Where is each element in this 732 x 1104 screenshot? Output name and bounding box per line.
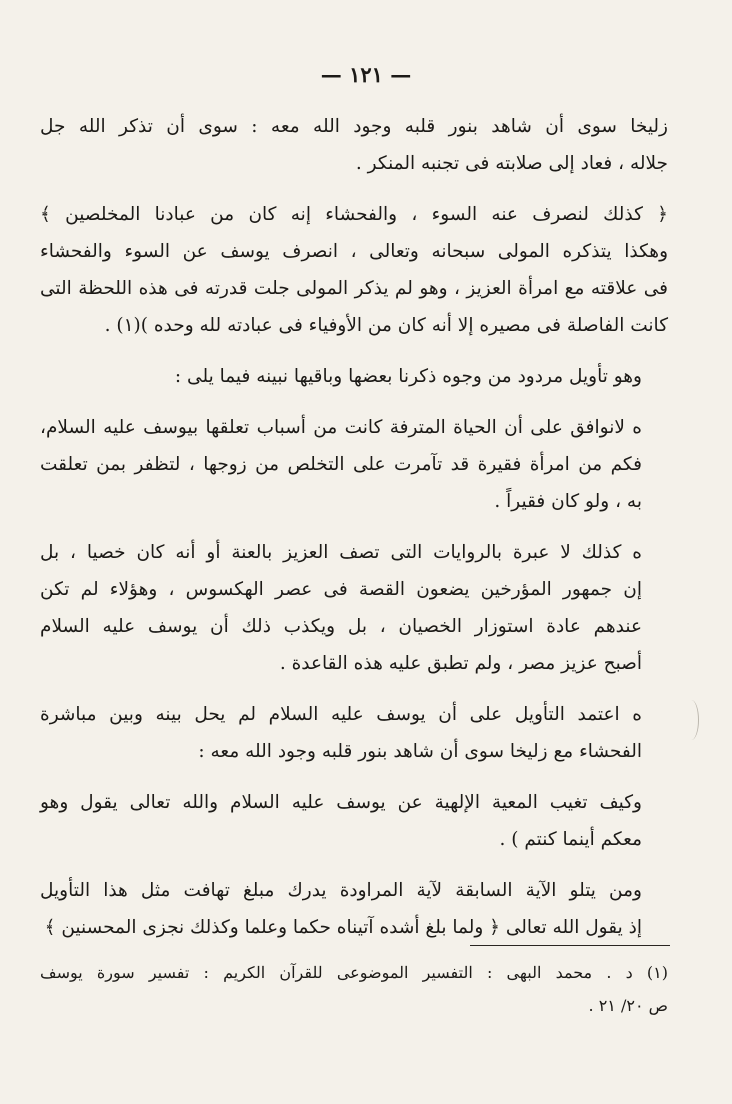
text-line: زليخا سوى أن شاهد بنور قلبه وجود الله معه : سوى أن تذكر الله جل	[40, 116, 668, 137]
text-line: جلاله ، فعاد إلى صلابته فى تجنبه المنكر .	[355, 153, 668, 174]
text-line: وهو تأويل مردود من وجوه ذكرنا بعضها وباقيها نبينه فيما يلى :	[174, 366, 642, 387]
text-line: إن جمهور المؤرخين يضعون القصة فى عصر الهكسوس ، وهؤلاء لم تكن	[40, 579, 642, 600]
paragraph	[40, 872, 668, 946]
text-line: ه كذلك لا عبرة بالروايات التى تصف العزيز بالعنة أو أنه كان خصيا ، بل	[40, 542, 642, 563]
text-line: ه لانوافق على أن الحياة المترفة كانت من أسباب تعلقها بيوسف عليه السلام،	[40, 417, 642, 438]
text-line: عندهم عادة استوزار الخصيان ، بل ويكذب ذلك أن يوسف عليه السلام	[40, 616, 642, 637]
paragraph	[40, 358, 668, 395]
body-text	[40, 108, 668, 960]
margin-pencil-mark	[684, 700, 699, 740]
quran-verse-line: ﴿ كذلك لنصرف عنه السوء ، والفحشاء إنه كان من عبادنا المخلصين ﴾	[40, 204, 668, 225]
paragraph	[40, 196, 668, 344]
text-line: وكيف تغيب المعية الإلهية عن يوسف عليه السلام والله تعالى يقول وهو	[40, 792, 642, 813]
paragraph	[40, 696, 668, 770]
paragraph	[40, 108, 668, 182]
paragraph	[40, 409, 668, 520]
text-line: كانت الفاصلة فى مصيره إلا أنه كان من الأوفياء فى عبادته لله وحده )(١) .	[104, 315, 668, 336]
text-line: فى علاقته مع امرأة العزيز ، وهو لم يذكر المولى جلت قدرته فى هذه اللحظة التى	[40, 278, 668, 299]
text-line: ومن يتلو الآية السابقة لآية المراودة يدرك مبلغ تهافت مثل هذا التأويل	[40, 880, 642, 901]
text-line: الفحشاء مع زليخا سوى أن شاهد بنور قلبه وجود الله معه :	[198, 741, 642, 762]
paragraph	[40, 784, 668, 858]
text-line: أصبح عزيز مصر ، ولم تطبق عليه هذه القاعدة .	[279, 653, 642, 674]
footnote-line: ص ٢٠/ ٢١ .	[588, 996, 668, 1015]
footnote-divider	[470, 945, 670, 946]
text-line: به ، ولو كان فقيراً .	[494, 491, 642, 512]
text-line: معكم أينما كنتم ) .	[499, 829, 642, 850]
paragraph	[40, 534, 668, 682]
footnote-line: (١) د . محمد البهى : التفسير الموضوعى للقرآن الكريم : تفسير سورة يوسف	[40, 963, 668, 982]
text-line: وهكذا يتذكره المولى سبحانه وتعالى ، انصرف يوسف عن السوء والفحشاء	[40, 241, 668, 262]
text-line: ه اعتمد التأويل على أن يوسف عليه السلام لم يحل بينه وبين مباشرة	[40, 704, 642, 725]
quran-verse-line: إذ يقول الله تعالى ﴿ ولما بلغ أشده آتيناه حكما وعلما وكذلك نجزى المحسنين ﴾	[44, 917, 642, 938]
page-number: — ١٢١ —	[320, 62, 412, 87]
text-line: فكم من امرأة فقيرة قد تآمرت على التخلص من زوجها ، لتظفر بمن تعلقت	[40, 454, 642, 475]
footnote	[40, 956, 668, 1022]
